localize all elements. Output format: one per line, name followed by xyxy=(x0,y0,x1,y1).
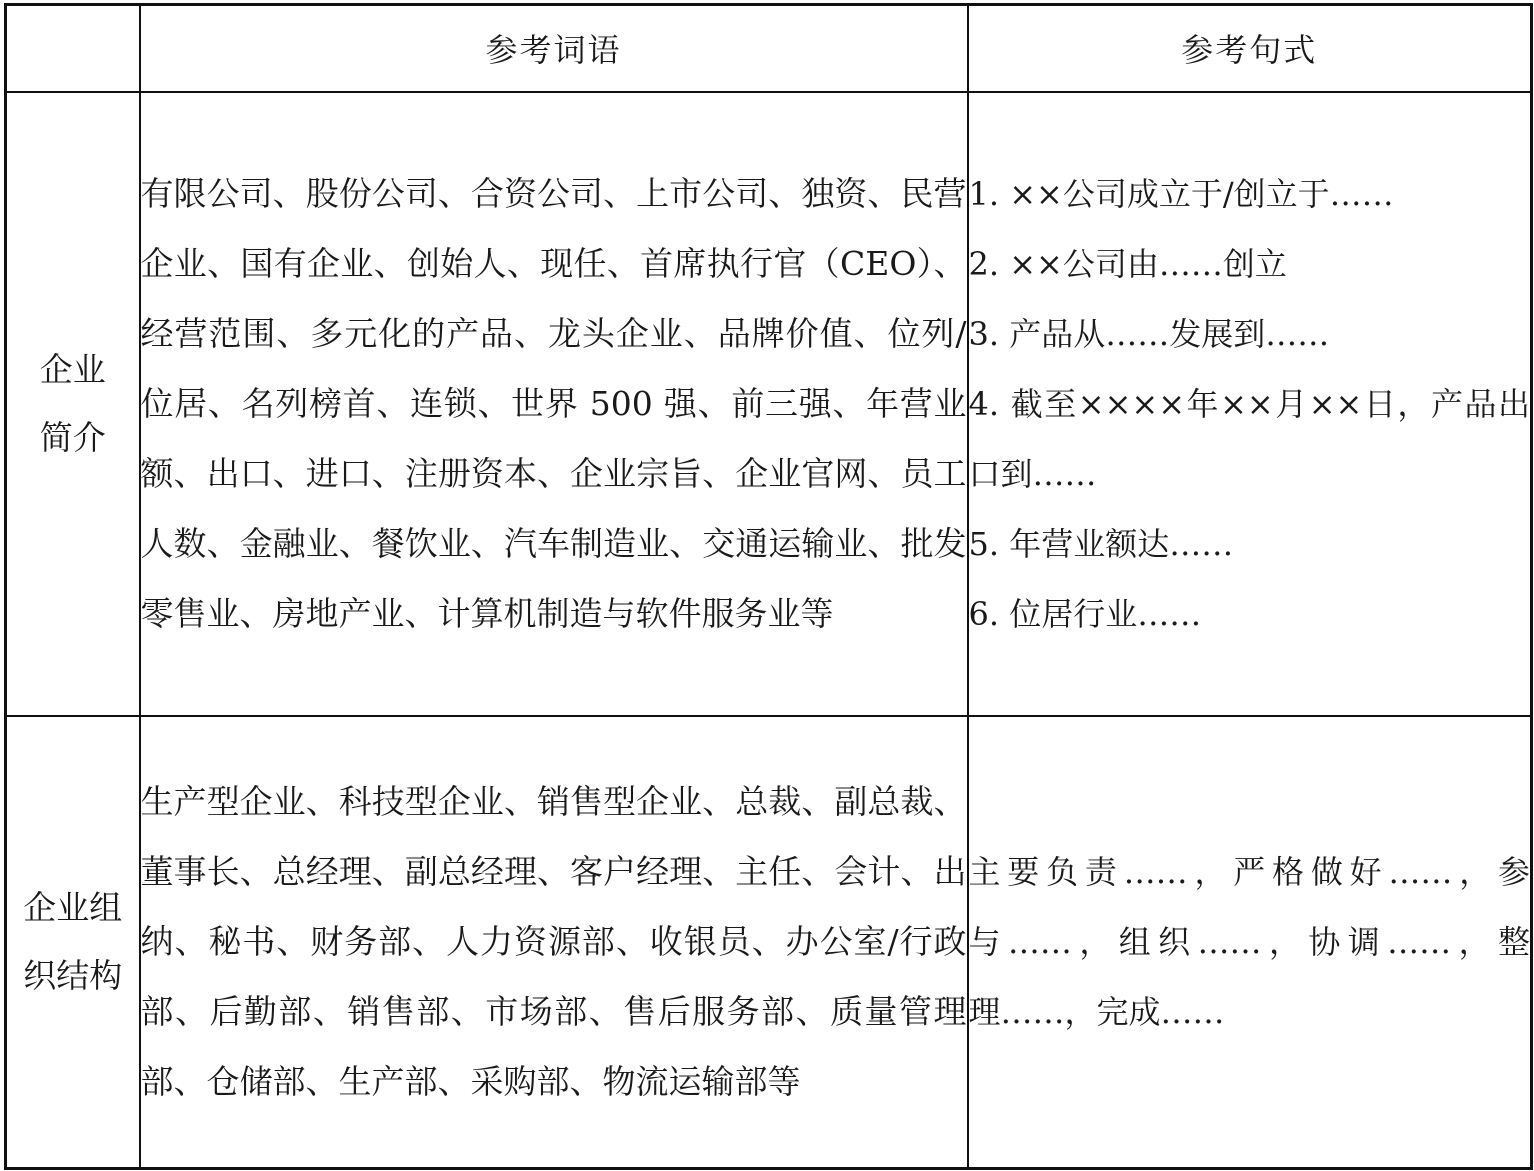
category-cell xyxy=(6,716,140,1169)
sentence-list xyxy=(969,159,1531,649)
table-row-org-structure xyxy=(6,716,1532,1169)
reference-sentences-cell xyxy=(968,716,1532,1169)
sentence-paragraph: 主要负责……，严格做好……，参与……，组织……，协调……，整理……，完成…… xyxy=(968,852,1530,1031)
sentence-item: 1. ××公司成立于/创立于…… xyxy=(968,174,1394,213)
reference-table xyxy=(4,3,1533,1170)
category-cell xyxy=(6,92,140,716)
category-line: 企业 xyxy=(39,349,106,389)
table-row-company-intro xyxy=(6,92,1532,716)
sentence-item: 6. 位居行业…… xyxy=(968,594,1202,633)
sentence-item: 2. ××公司由……创立 xyxy=(968,244,1287,283)
header-corner-cell xyxy=(6,5,140,92)
category-line: 简介 xyxy=(39,417,106,457)
header-reference-words: 参考词语 xyxy=(140,5,968,92)
category-line: 企业组 xyxy=(23,887,123,927)
sentence-item: 3. 产品从……发展到…… xyxy=(968,314,1330,353)
header-reference-sentences: 参考句式 xyxy=(968,5,1532,92)
sentence-item: 4. 截至××××年××月××日，产品出口到…… xyxy=(968,384,1530,493)
reference-words-cell: 生产型企业、科技型企业、销售型企业、总裁、副总裁、董事长、总经理、副总经理、客户经理、主任、会计、出纳、秘书、财务部、人力资源部、收银员、办公室/行政部、后勤部、销售部、市场部、售后服务部、质量管理部、仓储部、生产部、采购部、物流运输部等 xyxy=(140,716,968,1169)
reference-words-cell: 有限公司、股份公司、合资公司、上市公司、独资、民营企业、国有企业、创始人、现任、首席执行官（CEO）、经营范围、多元化的产品、龙头企业、品牌价值、位列/位居、名列榜首、连锁、世界 500 强、前三强、年营业额、出口、进口、注册资本、企业宗旨、企业官网、员工人数、金融业、餐饮业、汽车制造业、交通运输业、批发零售业、房地产业、计算机制造与软件服务业等 xyxy=(140,92,968,716)
header-row xyxy=(6,5,1532,92)
reference-sentences-cell xyxy=(968,92,1532,716)
sentence-item: 5. 年营业额达…… xyxy=(968,524,1234,563)
category-line: 织结构 xyxy=(23,955,123,995)
